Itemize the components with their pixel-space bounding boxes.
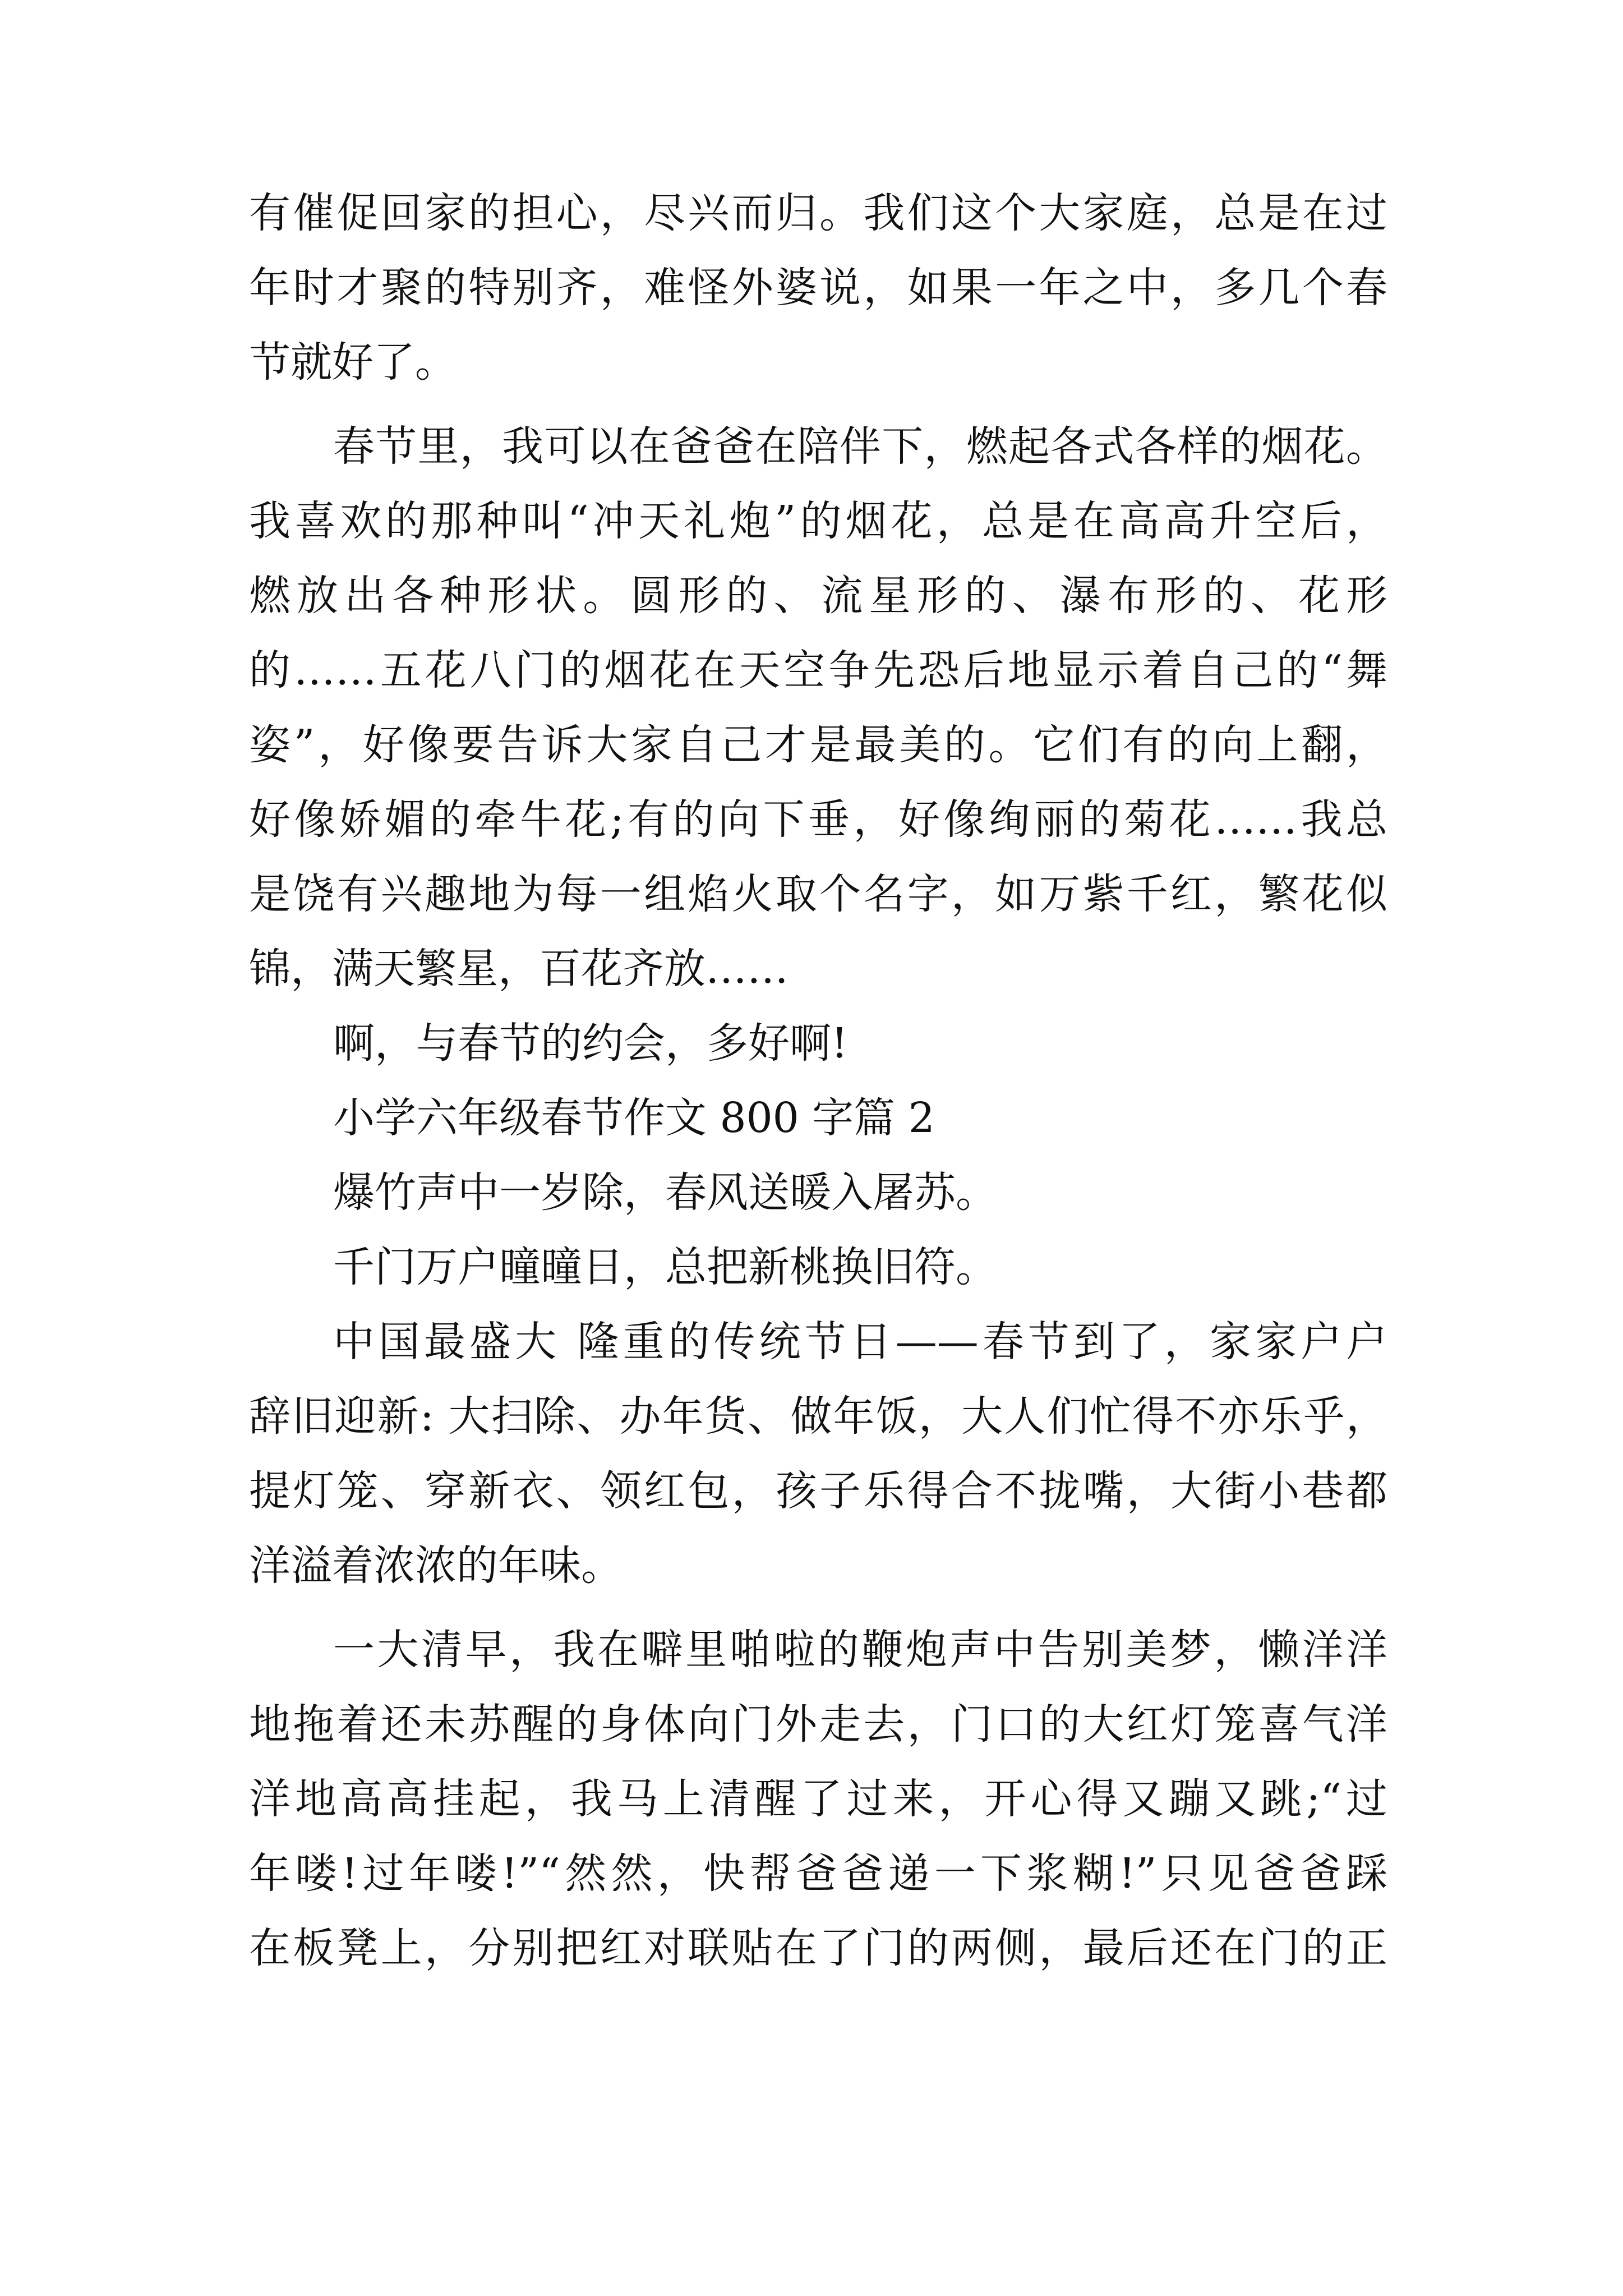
text-line: 锦，满天繁星，百花齐放…… (249, 945, 789, 993)
text-line: 年喽!过年喽!”“然然，快帮爸爸递一下浆糊!”只见爸爸踩 (249, 1849, 1387, 1898)
paragraph-first-line: 一大清早，我在噼里啪啦的鞭炮声中告别美梦，懒洋洋 (333, 1626, 1387, 1674)
text-line: 我喜欢的那种叫“冲天礼炮”的烟花，总是在高高升空后， (249, 497, 1387, 545)
text-line: 节就好了。 (249, 338, 457, 386)
text-line: 年时才聚的特别齐，难怪外婆说，如果一年之中，多几个春 (249, 264, 1387, 312)
text-line: 姿”，好像要告诉大家自己才是最美的。它们有的向上翻， (249, 721, 1387, 769)
text-line: 辞旧迎新: 大扫除、办年货、做年饭，大人们忙得不亦乐乎， (249, 1392, 1387, 1441)
paragraph-first-line: 啊，与春节的约会，多好啊! (333, 1019, 848, 1068)
paragraph-first-line: 中国最盛大 隆重的传统节日——春节到了，家家户户 (333, 1318, 1387, 1366)
text-line: 在板凳上，分别把红对联贴在了门的两侧，最后还在门的正 (249, 1924, 1387, 1972)
paragraph-first-line: 春节里，我可以在爸爸在陪伴下，燃起各式各样的烟花。 (333, 422, 1387, 471)
text-line: 洋地高高挂起，我马上清醒了过来，开心得又蹦又跳;“过 (249, 1775, 1387, 1823)
text-line: 有催促回家的担心，尽兴而归。我们这个大家庭，总是在过 (249, 189, 1387, 237)
text-line: 地拖着还未苏醒的身体向门外走去，门口的大红灯笼喜气洋 (249, 1700, 1387, 1749)
text-line: 洋溢着浓浓的年味。 (249, 1542, 623, 1590)
poem-line: 千门万户曈曈日，总把新桃换旧符。 (333, 1243, 997, 1291)
poem-line: 爆竹声中一岁除，春风送暖入屠苏。 (333, 1168, 997, 1217)
text-line: 的……五花八门的烟花在天空争先恐后地显示着自己的“舞 (249, 646, 1387, 694)
text-line: 好像娇媚的牵牛花;有的向下垂，好像绚丽的菊花……我总 (249, 795, 1387, 844)
text-line: 燃放出各种形状。圆形的、流星形的、瀑布形的、花形 (249, 572, 1387, 620)
section-heading: 小学六年级春节作文 800 字篇 2 (333, 1094, 935, 1142)
text-line: 提灯笼、穿新衣、领红包，孩子乐得合不拢嘴，大街小巷都 (249, 1467, 1387, 1515)
text-line: 是饶有兴趣地为每一组焰火取个名字，如万紫千红，繁花似 (249, 870, 1387, 918)
